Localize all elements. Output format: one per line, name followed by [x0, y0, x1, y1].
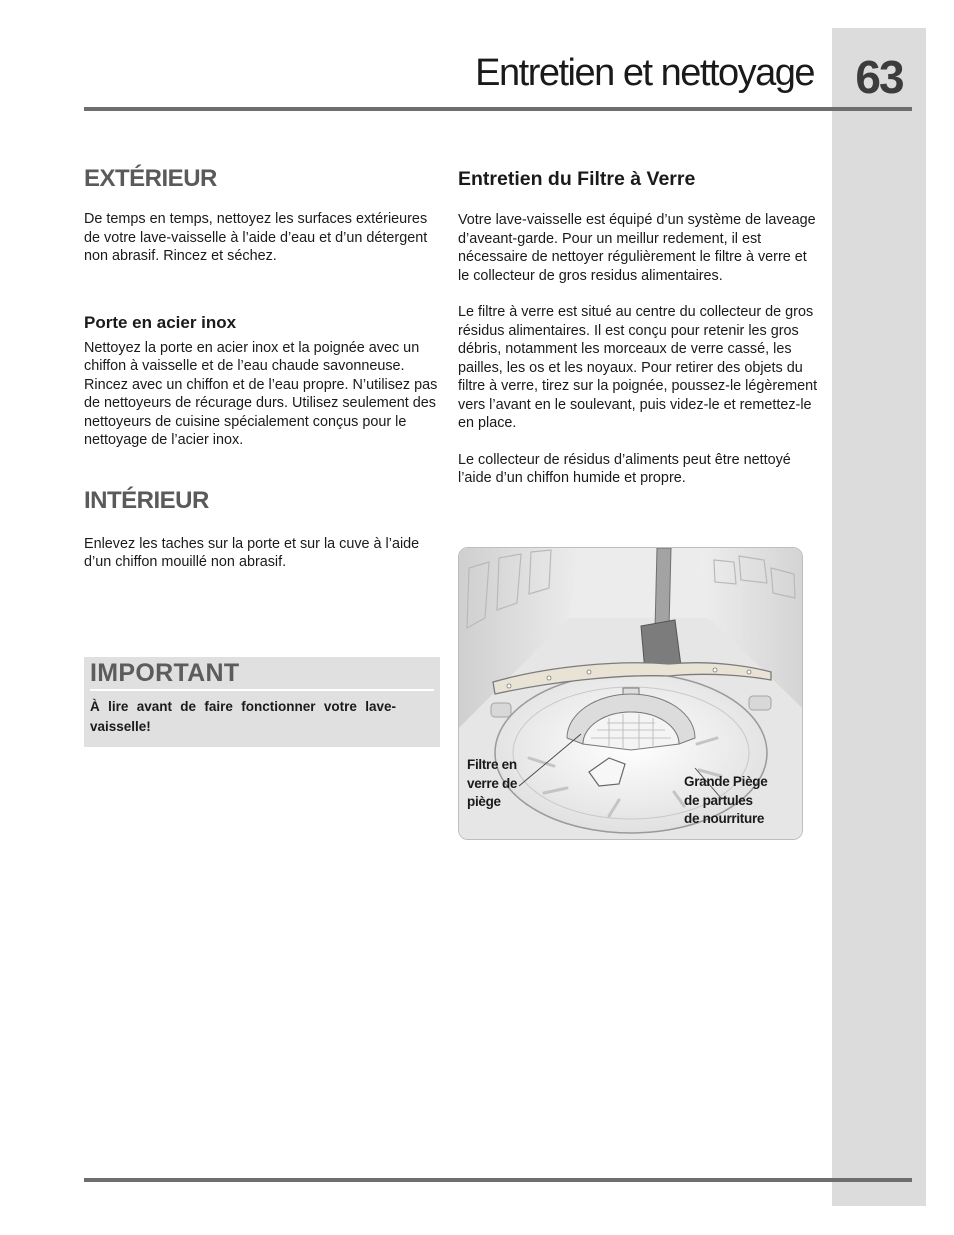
- page-title: Entretien et nettoyage: [475, 52, 814, 94]
- page-number: 63: [855, 51, 903, 103]
- filtre-heading: Entretien du Filtre à Verre: [458, 168, 696, 190]
- interieur-heading: INTÉRIEUR: [84, 486, 209, 514]
- left-column: [84, 165, 440, 572]
- label-glass-filter-line-3: piège: [467, 794, 501, 809]
- porte-heading: Porte en acier inox: [84, 312, 237, 332]
- important-divider: [90, 689, 434, 691]
- filtre-para-2: Le filtre à verre est situé au centre du collecteur de gros résidus alimentaires. Il est conçu pour retenir les gros débris, notamment les morceaux de verre cassé, les pailles, les os et les noyaux. Pour retirer des objets du filtre à verre, tirez sur la poignée, poussez-le légèrement vers l’avant en le soulevant, puis videz-le et remettez-le en place.: [458, 304, 818, 431]
- supply-tube: [655, 548, 671, 630]
- footer-rule: [84, 1178, 912, 1182]
- label-glass-filter-line-2: verre de: [467, 775, 518, 791]
- header-rule: [84, 107, 912, 111]
- exterieur-heading: EXTÉRIEUR: [84, 165, 217, 192]
- dishwasher-filter-illustration: [458, 547, 803, 840]
- label-glass-filter: [467, 756, 517, 812]
- important-text: À lire avant de faire fonctionner votre lave-vaisselle!: [90, 699, 396, 734]
- porte-text: Nettoyez la porte en acier inox et la poignée avec un chiffon à vaisselle et de l’eau chaude savonneuse. Rincez avec un chiffon et de l’eau propre. N’utilisez pas de nettoyeurs de récurage durs. Utilisez seulement des nettoyeurs de cuisine spécialement conçus pour le nettoyage de l’acier inox.: [84, 339, 438, 448]
- important-box: [84, 657, 440, 747]
- interieur-text: Enlevez les taches sur la porte et sur la cuve à l’aide d’un chiffon mouillé non abrasif.: [84, 535, 420, 570]
- right-column: [458, 168, 818, 488]
- filtre-para-3: Le collecteur de résidus d’aliments peut être nettoyé l’aide d’un chiffon humide et propre.: [458, 451, 791, 486]
- label-glass-filter-line-1: Filtre en: [467, 757, 517, 772]
- important-title: IMPORTANT: [90, 659, 240, 687]
- label-food-trap: [684, 773, 767, 829]
- side-tab: [832, 28, 926, 1206]
- label-food-trap-line-1: Grande Piège: [684, 774, 768, 789]
- label-food-trap-line-3: de nourriture: [684, 811, 765, 826]
- exterieur-intro: De temps en temps, nettoyez les surfaces extérieures de votre lave-vaisselle à l’aide d’eau et d’un détergent non abrasif. Rincez et séchez.: [84, 211, 428, 264]
- filtre-para-1: Votre lave-vaisselle est équipé d’un système de laveage d’aveant-garde. Pour un meillur redement, il est nécessaire de nettoyer régulièrement le filtre à verre et le collecteur de gros residus alimentaires.: [458, 212, 816, 284]
- label-food-trap-line-2: de partules: [684, 792, 753, 808]
